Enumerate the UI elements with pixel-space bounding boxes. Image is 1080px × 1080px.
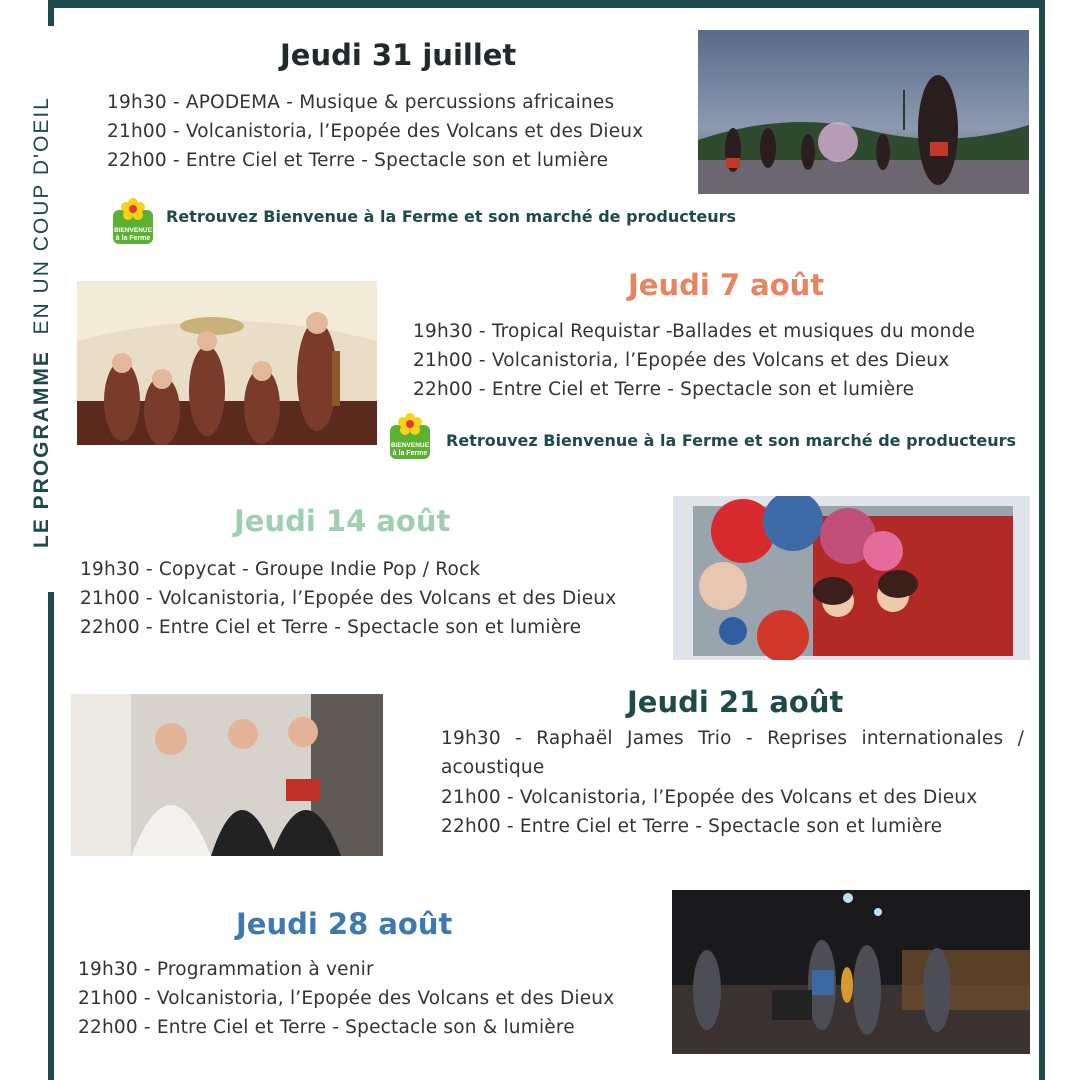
schedule-line: 21h00 - Volcanistoria, l’Epopée des Volcans et des Dieux <box>80 588 617 609</box>
bienvenue-ferme-logo <box>111 196 155 246</box>
frame-left-border-top <box>48 0 54 26</box>
schedule-line: 19h30 - Programmation à venir <box>78 959 374 980</box>
logo-text-2: à la Ferme <box>115 235 151 242</box>
schedule-line: 22h00 - Entre Ciel et Terre - Spectacle son et lumière <box>107 150 609 171</box>
day-title-28-aout: Jeudi 28 août <box>236 907 453 941</box>
schedule-line: 21h00 - Volcanistoria, l’Epopée des Volcans et des Dieux <box>413 350 950 371</box>
schedule-line: 22h00 - Entre Ciel et Terre - Spectacle son et lumière <box>441 816 943 837</box>
logo-text-1: BIENVENUE <box>114 227 152 234</box>
ferme-note: Retrouvez Bienvenue à la Ferme et son marché de producteurs <box>166 207 737 226</box>
day-title-31-juillet: Jeudi 31 juillet <box>280 38 517 72</box>
schedule-line: 22h00 - Entre Ciel et Terre - Spectacle son et lumière <box>80 617 582 638</box>
bienvenue-ferme-logo <box>388 411 432 461</box>
schedule-line: 21h00 - Volcanistoria, l’Epopée des Volcans et des Dieux <box>107 121 644 142</box>
day-title-14-aout: Jeudi 14 août <box>234 504 451 538</box>
side-title-bold: LE PROGRAMME <box>30 350 53 548</box>
day-title-21-aout: Jeudi 21 août <box>627 685 844 719</box>
photo-concert-stage <box>672 890 1030 1054</box>
frame-left-border-bottom <box>48 592 54 1080</box>
photo-copycat-balloons <box>673 496 1030 660</box>
logo-text-1: BIENVENUE <box>391 442 429 449</box>
day-title-7-aout: Jeudi 7 août <box>628 268 825 302</box>
frame-right-border <box>1039 0 1045 1080</box>
side-title <box>30 96 54 548</box>
photo-raphael-james-trio <box>71 694 383 856</box>
photo-apodema-dancers <box>698 30 1029 194</box>
schedule-line: 19h30 - APODEMA - Musique & percussions africaines <box>107 92 615 113</box>
schedule-line: 22h00 - Entre Ciel et Terre - Spectacle son & lumière <box>78 1017 575 1038</box>
schedule-line: 19h30 - Tropical Requistar -Ballades et musiques du monde <box>413 321 976 342</box>
schedule-line: 21h00 - Volcanistoria, l’Epopée des Volcans et des Dieux <box>441 787 978 808</box>
logo-text-2: à la Ferme <box>392 450 428 457</box>
schedule-line: 19h30 - Raphaël James Trio - Reprises internationales / acoustique <box>441 728 1024 778</box>
ferme-note: Retrouvez Bienvenue à la Ferme et son marché de producteurs <box>446 431 1017 450</box>
schedule-line: 19h30 - Copycat - Groupe Indie Pop / Rock <box>80 559 481 580</box>
schedule-line: 21h00 - Volcanistoria, l’Epopée des Volcans et des Dieux <box>78 988 615 1009</box>
frame-top-border <box>52 0 1045 8</box>
schedule-line: 22h00 - Entre Ciel et Terre - Spectacle son et lumière <box>413 379 915 400</box>
photo-tropical-requistar <box>77 281 377 445</box>
side-title-rest: EN UN COUP D'OEIL <box>30 96 53 335</box>
